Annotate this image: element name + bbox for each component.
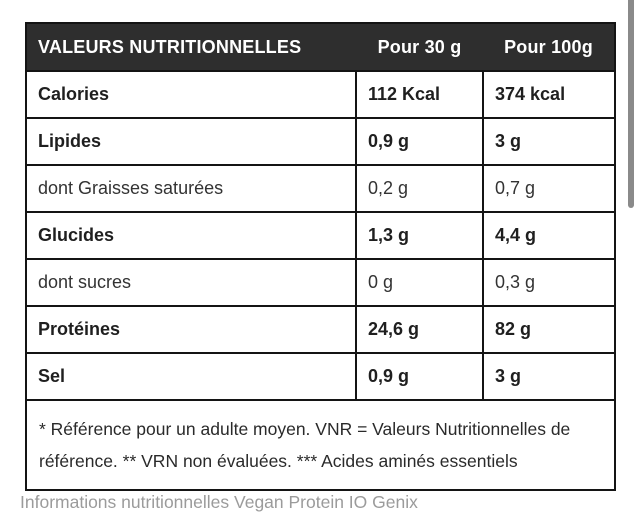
row-label: Protéines [26,306,356,353]
value-per-100g: 0,3 g [483,259,615,306]
table-row-proteines [26,306,615,353]
table-row-footnote [26,400,615,490]
value-per-30g: 0,2 g [356,165,483,212]
vertical-scrollbar-thumb[interactable] [628,0,634,208]
row-label: Calories [26,71,356,118]
row-label: dont Graisses saturées [26,165,356,212]
value-per-100g: 3 g [483,118,615,165]
value-per-100g: 0,7 g [483,165,615,212]
value-per-100g: 4,4 g [483,212,615,259]
value-per-30g: 1,3 g [356,212,483,259]
value-per-30g: 0,9 g [356,118,483,165]
value-per-30g: 0 g [356,259,483,306]
table-row-sel [26,353,615,400]
table-row-calories [26,71,615,118]
value-per-30g: 112 Kcal [356,71,483,118]
footnote-text: * Référence pour un adulte moyen. VNR = Valeurs Nutritionnelles de référence. ** VRN non évaluées. *** Acides aminés essentiels [26,400,615,490]
nutrition-table-header [26,23,615,71]
table-row-glucides [26,212,615,259]
image-caption: Informations nutritionnelles Vegan Protein IO Genix [20,492,418,512]
value-per-100g: 3 g [483,353,615,400]
value-per-30g: 24,6 g [356,306,483,353]
column-header-per-100g: Pour 100g [483,23,615,71]
row-label: Glucides [26,212,356,259]
row-label: Lipides [26,118,356,165]
row-label: dont sucres [26,259,356,306]
value-per-30g: 0,9 g [356,353,483,400]
column-header-per-30g: Pour 30 g [356,23,483,71]
value-per-100g: 374 kcal [483,71,615,118]
row-label: Sel [26,353,356,400]
table-row-lipides [26,118,615,165]
value-per-100g: 82 g [483,306,615,353]
table-title: VALEURS NUTRITIONNELLES [26,23,356,71]
table-row-graisses-saturees [26,165,615,212]
nutrition-table [25,22,616,491]
table-row-sucres [26,259,615,306]
